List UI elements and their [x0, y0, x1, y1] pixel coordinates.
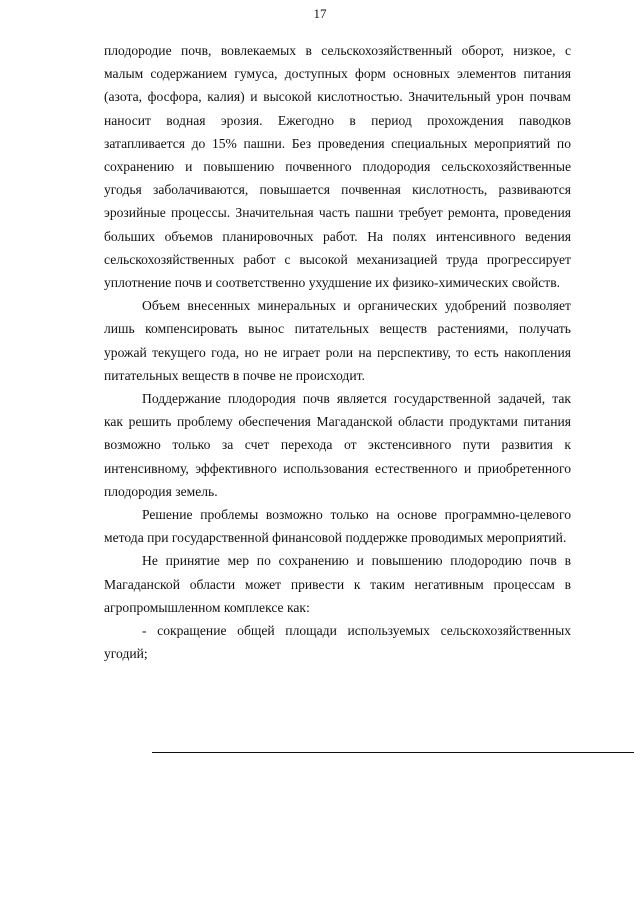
horizontal-rule [152, 752, 634, 753]
page-number: 17 [313, 6, 327, 21]
paragraph-negative-consequences: Не принятие мер по сохранению и повышению плодородию почв в Магаданской области может привести к таким негативным процессам в агропромышленном комплексе как: [104, 553, 571, 615]
paragraph-state-task: Поддержание плодородия почв является государственной задачей, так как решить проблему обеспечения Магаданской области продуктами питания возможно только за счет перехода от экстенсивного пути развития к интенсивному, эффективного использования естественного и приобретенного плодородия земель. [104, 391, 571, 499]
document-body [104, 39, 571, 665]
paragraph-program-method: Решение проблемы возможно только на основе программно-целевого метода при государственной финансовой поддержке проводимых мероприятий. [104, 507, 571, 546]
paragraph-fertilizers: Объем внесенных минеральных и органических удобрений позволяет лишь компенсировать вынос питательных веществ растениями, получать урожай текущего года, но не играет роли на перспективу, то есть накопления питательных веществ в почве не происходит. [104, 298, 571, 383]
list-item-area-reduction: - сокращение общей площади используемых сельскохозяйственных угодий; [104, 623, 571, 662]
paragraph-soil-fertility: плодородие почв, вовлекаемых в сельскохозяйственный оборот, низкое, с малым содержанием гумуса, доступных форм основных элементов питания (азота, фосфора, калия) и высокой кислотностью. Значительный урон почвам наносит водная эрозия. Ежегодно в период прохождения паводков затапливается до 15% пашни. Без проведения специальных мероприятий по сохранению и повышению почвенного плодородия сельскохозяйственные угодья заболачиваются, повышается почвенная кислотность, развиваются эрозийные процессы. Значительная часть пашни требует ремонта, проведения больших объемов планировочных работ. На полях интенсивного ведения сельскохозяйственных работ с высокой механизацией труда прогрессирует уплотнение почв и соответственно ухудшение их физико-химических свойств. [104, 43, 571, 291]
